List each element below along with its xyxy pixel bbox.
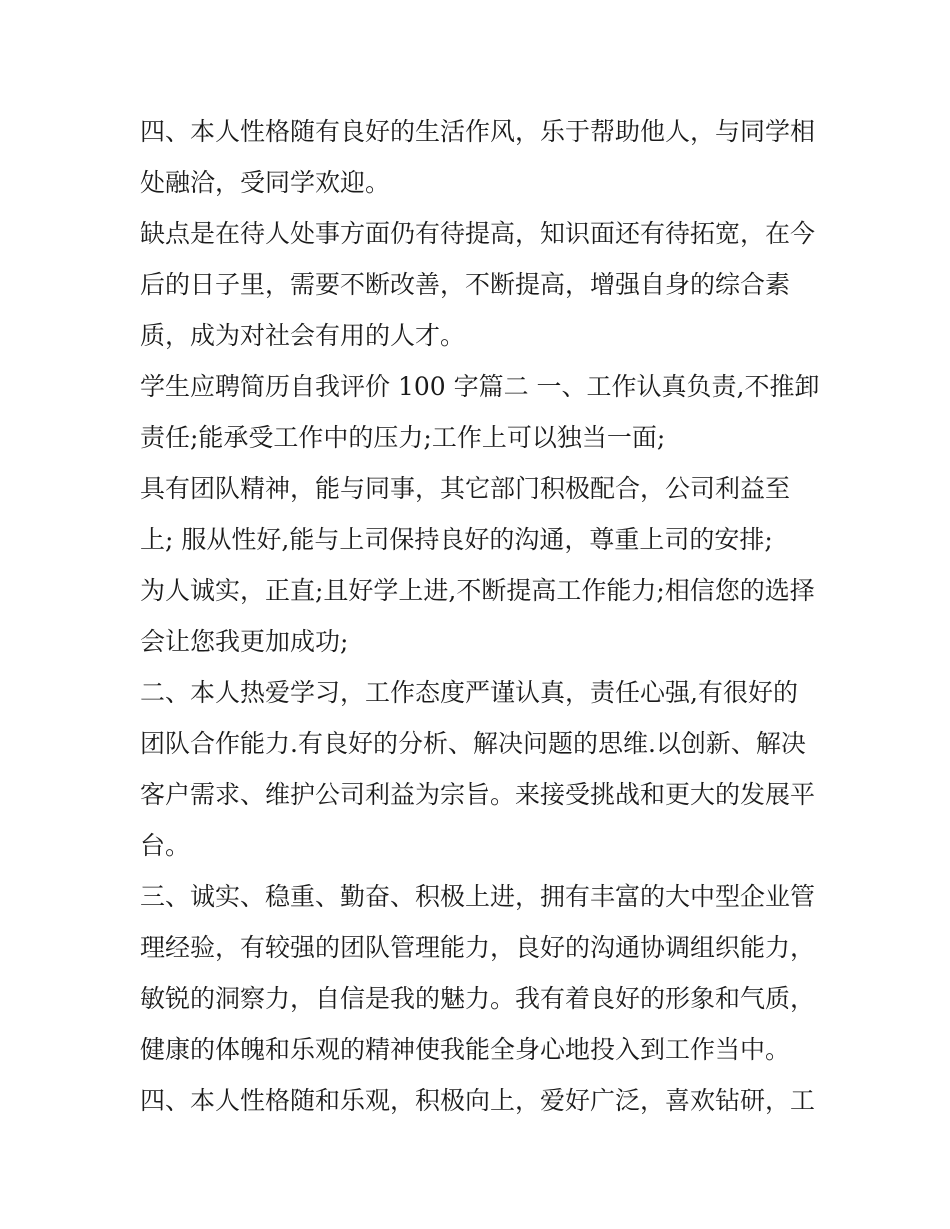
text-line: 缺点是在待人处事方面仍有待提高，知识面还有待拓宽，在今 <box>140 219 816 248</box>
text-line: 四、本人性格随有良好的生活作风，乐于帮助他人，与同学相 <box>140 117 816 146</box>
text-line: 会让您我更加成功; <box>140 627 349 656</box>
text-line: 四、本人性格随和乐观，积极向上，爱好广泛，喜欢钻研，工 <box>140 1086 816 1115</box>
text-line: 团队合作能力.有良好的分析、解决问题的思维.以创新、解决 <box>140 729 806 758</box>
text-line: 二、本人热爱学习，工作态度严谨认真，责任心强,有很好的 <box>140 678 798 707</box>
text-line: 上; 服从性好,能与上司保持良好的沟通，尊重上司的安排; <box>140 525 773 554</box>
text-line: 敏锐的洞察力，自信是我的魅力。我有着良好的形象和气质， <box>140 984 816 1013</box>
text-line: 健康的体魄和乐观的精神使我能全身心地投入到工作当中。 <box>140 1035 791 1064</box>
text-line: 具有团队精神，能与同事，其它部门积极配合，公司利益至 <box>140 474 791 503</box>
text-line: 台。 <box>140 831 191 860</box>
text-line: 后的日子里，需要不断改善，不断提高，增强自身的综合素 <box>140 270 791 299</box>
text-line: 客户需求、维护公司利益为宗旨。来接受挑战和更大的发展平 <box>140 780 816 809</box>
text-line: 责任;能承受工作中的压力;工作上可以独当一面; <box>140 423 666 452</box>
document-body <box>140 106 820 1126</box>
text-line: 处融洽，受同学欢迎。 <box>140 168 391 197</box>
text-line: 学生应聘简历自我评价 100 字篇二 一、工作认真负责,不推卸 <box>140 372 820 401</box>
text-line: 为人诚实，正直;且好学上进,不断提高工作能力;相信您的选择 <box>140 576 815 605</box>
text-line: 理经验，有较强的团队管理能力，良好的沟通协调组织能力， <box>140 933 816 962</box>
text-line: 质，成为对社会有用的人才。 <box>140 321 466 350</box>
text-line: 三、诚实、稳重、勤奋、积极上进，拥有丰富的大中型企业管 <box>140 882 816 911</box>
